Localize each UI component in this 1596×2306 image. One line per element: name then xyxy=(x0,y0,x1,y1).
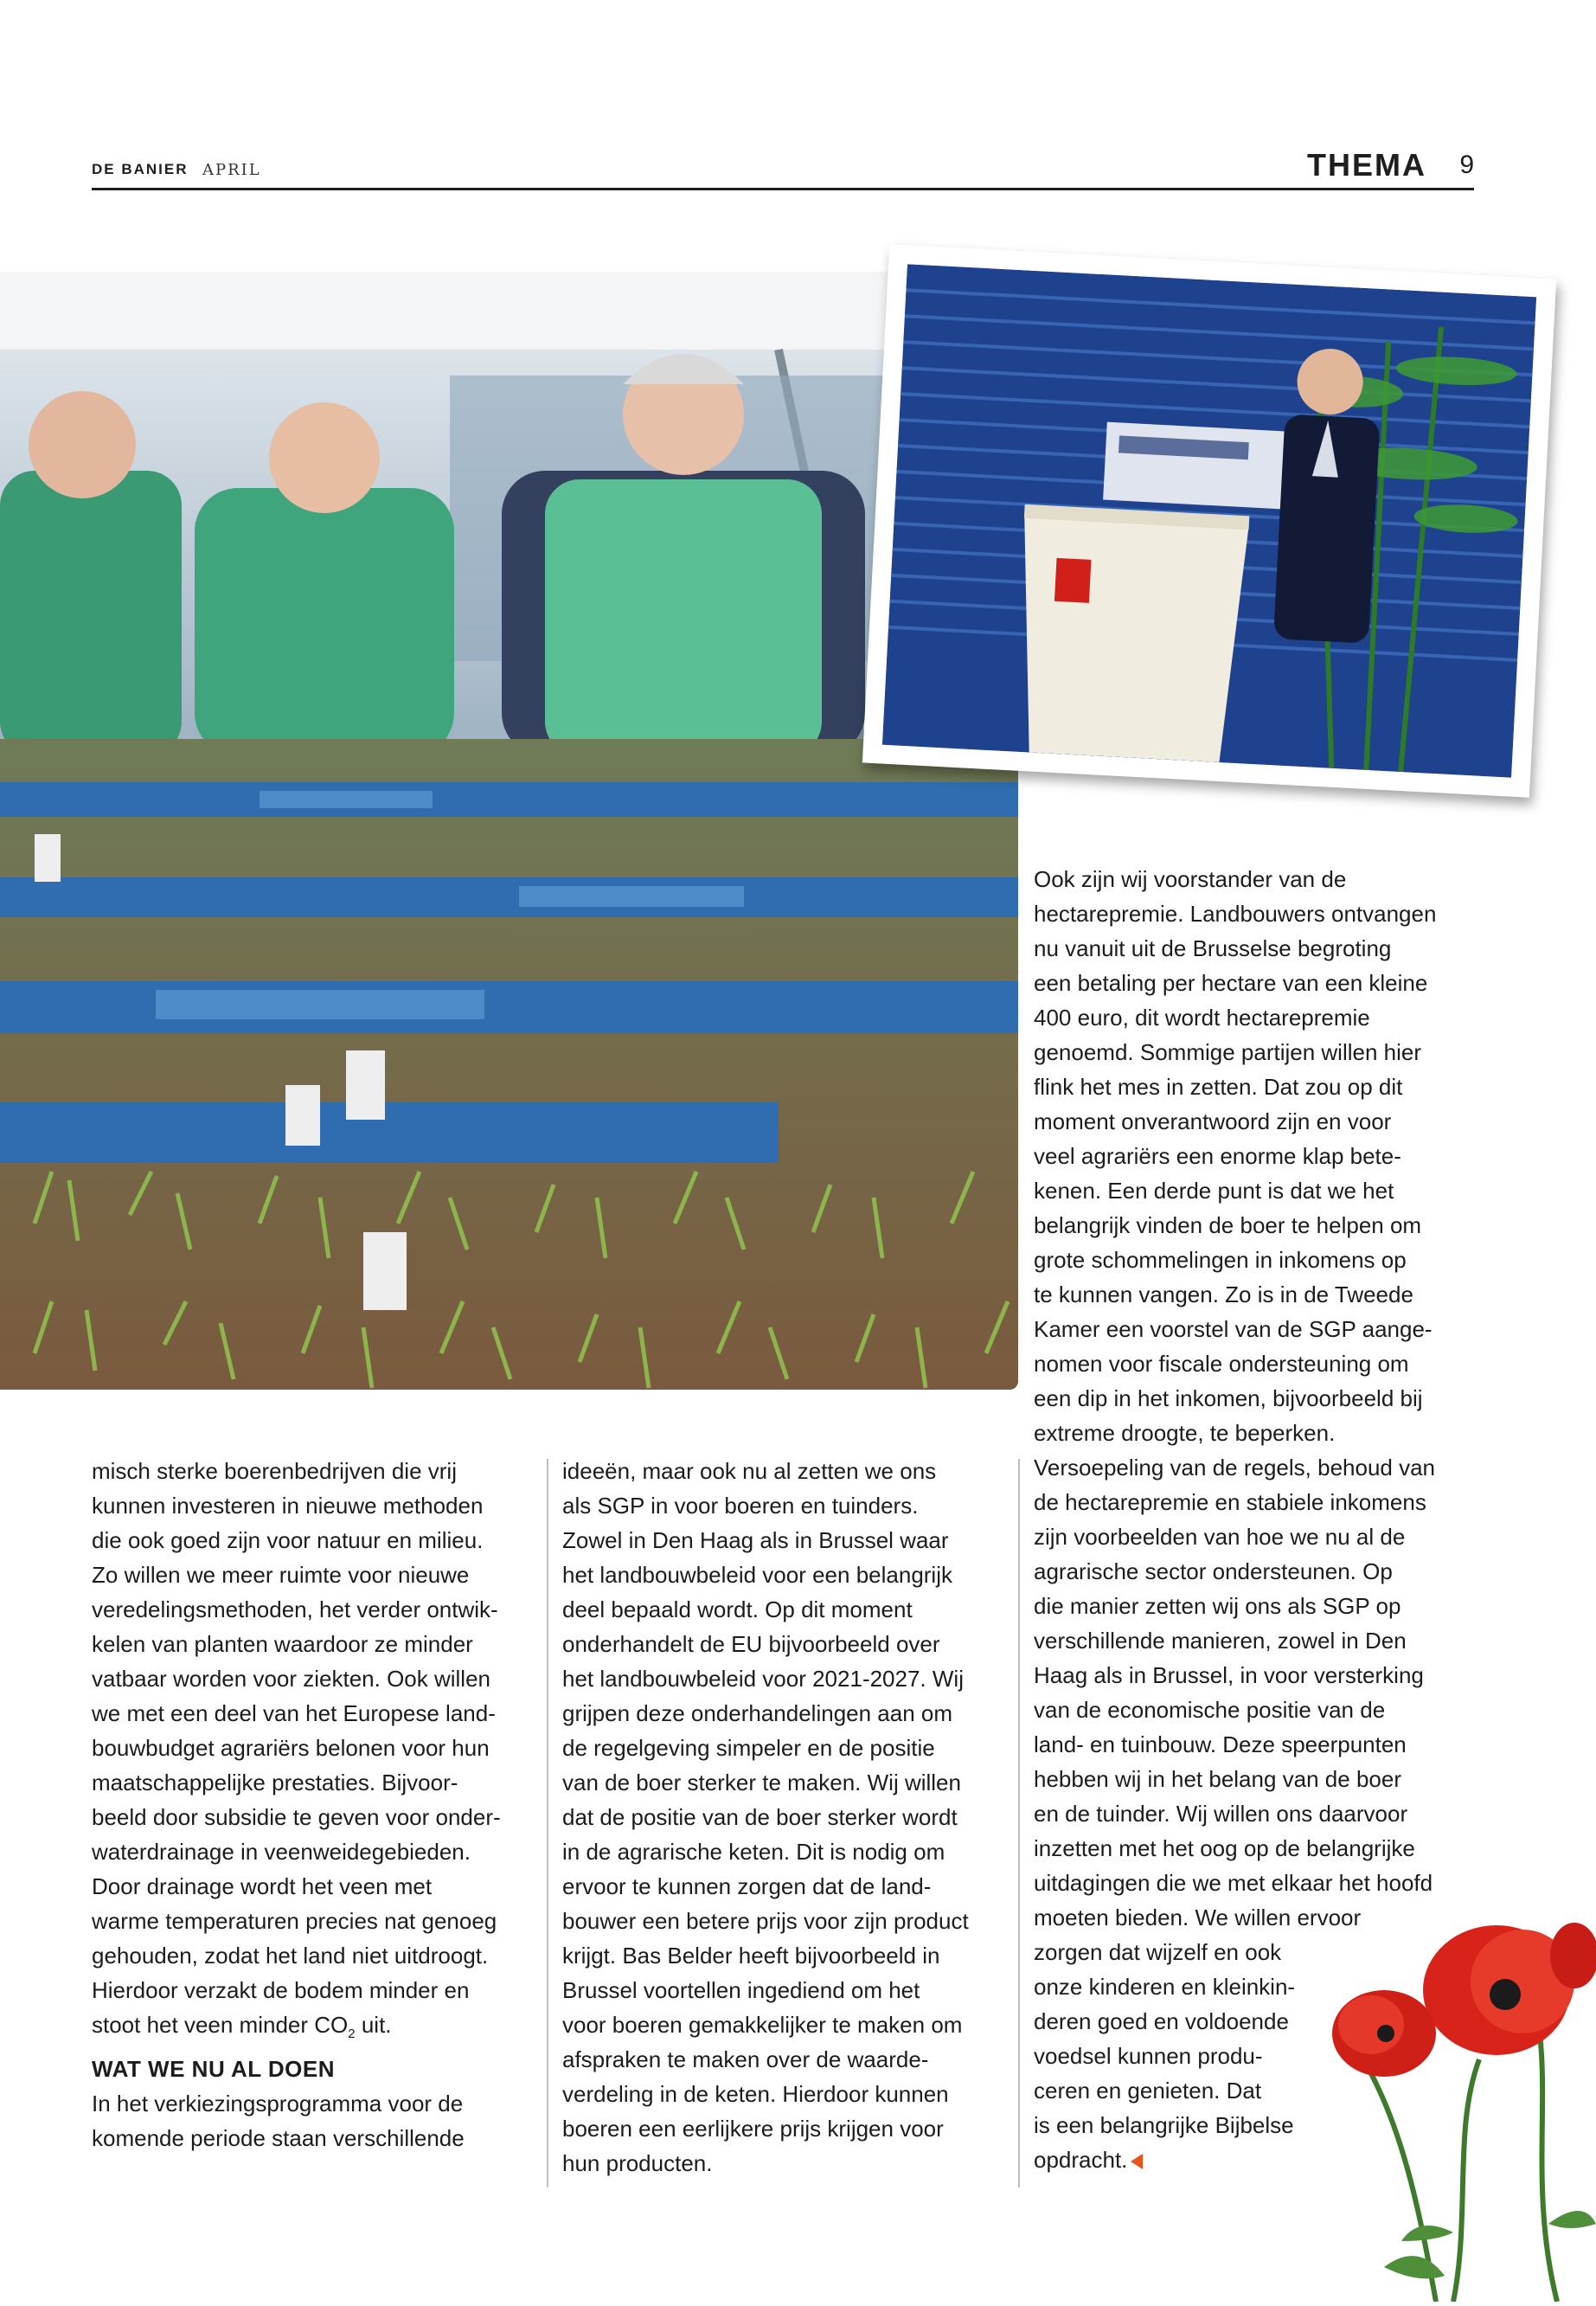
publication-name: DE BANIER xyxy=(92,161,189,177)
article-column-1 xyxy=(92,1454,542,2155)
speaker-photo xyxy=(882,264,1536,777)
speaker-polaroid xyxy=(862,244,1556,798)
paragraph-after-heading: In het verkiezingsprogramma voor de komende periode staan verschillende xyxy=(92,2091,465,2152)
co2-line-end: uit. xyxy=(355,2012,392,2038)
column-divider-2 xyxy=(1018,1459,1020,2187)
end-marker-icon xyxy=(1131,2154,1143,2169)
paragraph-col3-text: Ook zijn wij voorstander van de hectarepremie. Landbouwers ontvangen nu vanuit uit de Brusselse begroting een betaling per hectare van een kleine 400 euro, dit wordt hectarepremie genoemd. Sommige partijen willen hier flink het mes in zetten. Dat zou op dit moment onverantwoord zijn en voor veel agrariërs een enorme klap bete- kenen. Een derde punt is dat we het belangrijk vinden de boer te helpen om grote schommelingen in inkomens op te kunnen vangen. Zo is in de Tweede Kamer een voorstel van de SGP aange- nomen voor fiscale ondersteuning om een dip in het inkomen, bijvoorbeeld bij extreme droogte, te beperken. Versoepeling van de regels, behoud van de hectarepremie en stabiele inkomens zijn voorbeelden van hoe we nu al de agrarische sector ondersteunen. Op die manier zetten wij ons als SGP op verschillende manieren, zowel in Den Haag als in Brussel, in voor versterking van de economische positie van de land- en tuinbouw. Deze speerpunten hebben wij in het belang van de boer en de tuinder. Wij willen ons daarvoor inzetten met het oog op de belangrijke uitdagingen die we met elkaar het hoofd moeten bieden. We willen ervoor zorgen dat wijzelf en ook onze kinderen en kleinkin- deren goed en voldoende voedsel kunnen produ- ceren en genieten. Dat is een belangrijke Bijbelse opdracht. xyxy=(1034,866,1437,2173)
greenhouse-photo xyxy=(0,272,1018,1390)
co2-line-text: stoot het veen minder CO xyxy=(92,2012,349,2038)
co2-line xyxy=(92,2012,392,2042)
paragraph-col1: misch sterke boerenbedrijven die vrij kunnen investeren in nieuwe methoden die ook goed zijn voor natuur en milieu. Zo willen we meer ruimte voor nieuwe veredelingsmethoden, het verder ontwik- kelen van planten waardoor ze minder vatbaar worden voor ziekten. Ook willen we met een deel van het Europese land- bouwbudget agrariërs belonen voor hun maatschappelijke prestaties. Bijvoor- beeld door subsidie te geven voor onder- waterdrainage in veenweidegebieden. Door drainage wordt het veen met warme temperaturen precies nat genoeg gehouden, zodat het land niet uitdroogt. Hierdoor verzakt de bodem minder en xyxy=(92,1458,501,2003)
paragraph-col2: ideeën, maar ook nu al zetten we ons als SGP in voor boeren en tuinders. Zowel in Den Haag als in Brussel waar het landbouwbeleid voor een belangrijk deel bepaald wordt. Op dit moment onderhandelt de EU bijvoorbeeld over het landbouwbeleid voor 2021-2027. Wij grijpen deze onderhandelingen aan om de regelgeving simpeler en de positie van de boer sterker te maken. Wij willen dat de positie van de boer sterker wordt in de agrarische keten. Dit is nodig om ervoor te kunnen zorgen dat de land- bouwer een betere prijs voor zijn product krijgt. Bas Belder heeft bijvoorbeeld in Brussel voortellen ingediend om het voor boeren gemakkelijker te maken om afspraken te maken over de waarde- verdeling in de keten. Hierdoor kunnen boeren een eerlijkere prijs krijgen voor hun producten. xyxy=(562,1458,969,2176)
column-divider-1 xyxy=(547,1459,548,2187)
article-column-2 xyxy=(562,1454,1012,2181)
poppy-flower-2 xyxy=(1332,1990,1436,2077)
issue-month: APRIL xyxy=(202,161,261,179)
subheading: WAT WE NU AL DOEN xyxy=(92,2056,336,2083)
co2-subscript: 2 xyxy=(348,2027,356,2042)
page-header xyxy=(92,145,1474,190)
page-number: 9 xyxy=(1459,151,1474,179)
poppies-decoration xyxy=(1324,1904,1596,2302)
header-rule xyxy=(92,188,1474,190)
section-title: THEMA xyxy=(1307,147,1426,183)
